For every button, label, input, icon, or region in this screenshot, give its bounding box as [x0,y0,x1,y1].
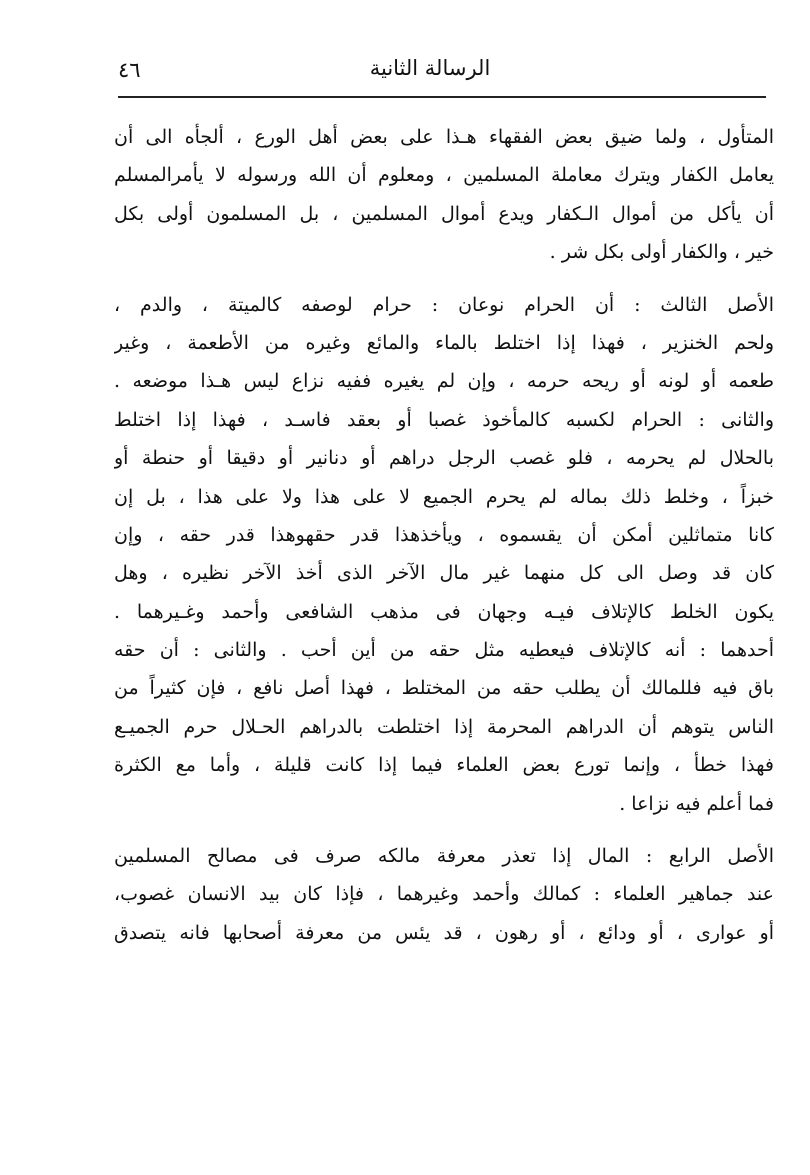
page-number: ٤٦ [118,58,141,82]
body-text [114,118,774,952]
text-line: خبزاً ، وخلط ذلك بماله لم يحرم الجميع لا على هذا ولا على هذا ، بل إن [114,485,774,508]
paragraph [114,286,774,823]
paragraph-gap [114,272,774,286]
text-line: كان قد وصل الى كل منهما غير مال الآخر الذى أخذ الآخر نظيره ، وهل [114,562,774,585]
text-line: المتأول ، ولما ضيق بعض الفقهاء هـذا على بعض أهل الورع ، ألجأه الى أن [114,126,774,148]
paragraph [114,118,774,272]
text-line: الأصل الثالث : أن الحرام نوعان : حرام لوصفه كالميتة ، والدم ، [114,293,774,316]
text-line: فهذا خطأ ، وإنما تورع بعض العلماء فيما إذا كانت قليلة ، وأما مع الكثرة [114,754,774,777]
text-line: ولحم الخنزير ، فهذا إذا اختلط بالماء والمائع وغيره من الأطعمة ، وغير [114,331,774,354]
text-line: أحدهما : أنه كالإتلاف فيعطيه مثل حقه من أين أحب . والثانى : أن حقه [114,639,774,662]
text-line: يعامل الكفار ويترك معاملة المسلمين ، ومعلوم أن الله ورسوله لا يأمرالمسلم [114,164,774,187]
running-header [0,52,810,92]
text-line: الناس يتوهم أن الدراهم المحرمة إذا اختلطت بالدراهم الحـلال حرم الجميـع [114,715,774,738]
text-line: عند جماهير العلماء : كمالك وأحمد وغيرهما ، فإذا كان بيد الانسان غصوب، [114,883,774,906]
text-line: أن يأكل من أموال الـكفار ويدع أموال المسلمين ، بل المسلمون أولى بكل [114,202,774,225]
text-line: الأصل الرابع : المال إذا تعذر معرفة مالكه صرف فى مصالح المسلمين [114,845,774,868]
text-line: كانا متماثلين أمكن أن يقسموه ، ويأخذهذا قدر حقهوهذا قدر حقه ، وإن [114,523,774,546]
text-line: طعمه أو لونه أو ريحه حرمه ، وإن لم يغيره ففيه نزاع ليس هـذا موضعه . [114,370,774,393]
text-line: باق فيه فللمالك أن يطلب حقه من المختلط ، فهذا أصل نافع ، فإن كثيراً من [114,677,774,700]
text-line: والثانى : الحرام لكسبه كالمأخوذ غصبا أو بعقد فاسـد ، فهذا إذا اختلط [114,408,774,431]
text-line: أو عوارى ، أو ودائع ، أو رهون ، قد يئس من معرفة أصحابها فانه يتصدق [114,921,774,944]
paragraph [114,837,774,952]
text-line: خير ، والكفار أولى بكل شر . [549,241,774,264]
text-line: بالحلال لم يحرمه ، فلو غصب الرجل دراهم أو دنانير أو دقيقا أو حنطة أو [114,447,774,470]
text-line: يكون الخلط كالإتلاف فيـه وجهان فى مذهب الشافعى وأحمد وغـيرهما . [114,600,774,623]
paragraph-gap [114,823,774,837]
running-title: الرسالة الثانية [369,56,491,80]
text-line: فما أعلم فيه نزاعا . [619,792,774,815]
header-divider [118,96,766,98]
